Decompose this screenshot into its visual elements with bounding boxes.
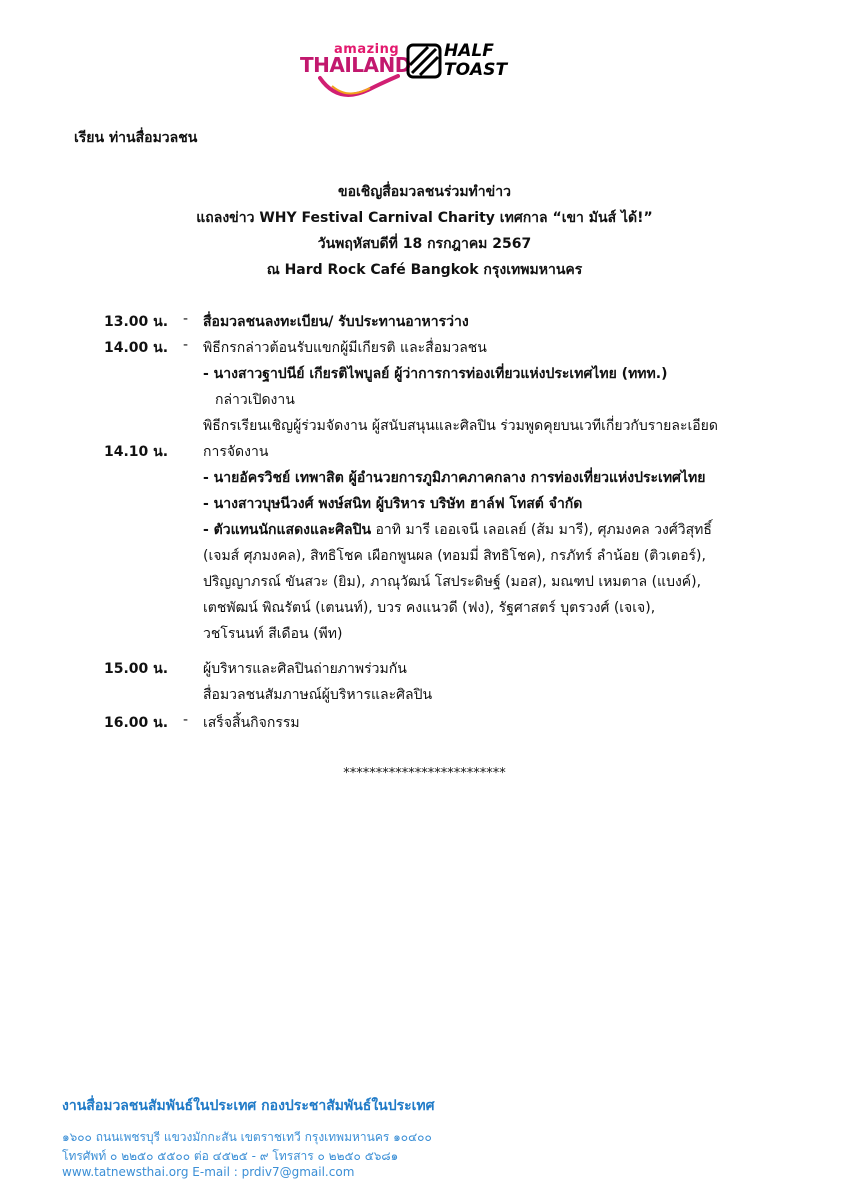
title-line-2: แถลงข่าว WHY Festival Carnival Charity เทศกาล “เขา มันส์ ได้!” — [196, 210, 653, 226]
schedule-text-1500: ผู้บริหารและศิลปินถ่ายภาพร่วมกัน — [203, 661, 407, 677]
title-line-1: ขอเชิญสื่อมวลชนร่วมทำข่าว — [338, 184, 511, 200]
schedule-speaker: - นางสาวฐาปนีย์ เกียรติไพบูลย์ ผู้ว่าการการท่องเที่ยวแห่งประเทศไทย (ททท.) — [203, 366, 668, 382]
schedule-text-1400: พิธีกรกล่าวต้อนรับแขกผู้มีเกียรติ และสื่อมวลชน — [203, 340, 487, 356]
schedule-time-1400: 14.00 น. — [104, 340, 169, 356]
schedule-artists-line-3: ปริญญาภรณ์ ขันสวะ (ยิม), ภาณุวัฒน์ โสประดิษฐ์ (มอส), มณฑป เหมตาล (แบงค์), — [203, 574, 702, 590]
schedule-participant-3-label: - ตัวแทนนักแสดงและศิลปิน — [203, 522, 372, 538]
schedule-artists-line-5: วชโรนนท์ สีเดือน (พีท) — [203, 626, 343, 642]
schedule-participant-3 — [203, 519, 712, 541]
footer-phone: โทรศัพท์ ๐ ๒๒๕๐ ๕๕๐๐ ต่อ ๔๕๒๕ - ๙ โทรสาร ๐ ๒๒๕๐ ๕๖๘๑ — [62, 1149, 399, 1163]
footer-web-email[interactable]: www.tatnewsthai.org E-mail : prdiv7@gmail.com — [62, 1165, 355, 1179]
schedule-text-1500-b: สื่อมวลชนสัมภาษณ์ผู้บริหารและศิลปิน — [203, 687, 433, 703]
schedule-dash: - — [183, 337, 189, 353]
schedule-dash: - — [183, 712, 189, 728]
schedule-time-1300: 13.00 น. — [104, 314, 169, 330]
schedule-time-1600: 16.00 น. — [104, 715, 169, 731]
amazing-thailand-logo-top: amazing — [334, 42, 400, 57]
schedule-participant-2: - นางสาวบุษนีวงศ์ พงษ์สนิท ผู้บริหาร บริษัท ฮาล์ฟ โทสต์ จำกัด — [203, 496, 583, 512]
schedule-speaker-role: กล่าวเปิดงาน — [215, 392, 295, 408]
title-line-3: วันพฤหัสบดีที่ 18 กรกฎาคม 2567 — [317, 236, 532, 252]
schedule-text-1300: สื่อมวลชนลงทะเบียน/ รับประทานอาหารว่าง — [203, 314, 469, 330]
separator-stars: ************************* — [343, 766, 506, 781]
footer-title: งานสื่อมวลชนสัมพันธ์ในประเทศ กองประชาสัมพันธ์ในประเทศ — [62, 1098, 435, 1114]
amazing-thailand-logo: THAILAND — [300, 53, 411, 77]
schedule-dash: - — [183, 311, 189, 327]
schedule-participant-1: - นายอัครวิชย์ เทพาสิต ผู้อำนวยการภูมิภาคภาคกลาง การท่องเที่ยวแห่งประเทศไทย — [203, 470, 706, 486]
salutation: เรียน ท่านสื่อมวลชน — [74, 130, 198, 146]
thailand-swoosh-icon — [318, 74, 400, 102]
half-toast-line1: HALF — [444, 41, 494, 61]
schedule-artists-line-2: (เจมส์ ศุภมงคล), สิทธิโชค เผือกพูนผล (ทอมมี่ สิทธิโชค), กรภัทร์ ลำน้อย (ติวเตอร์), — [203, 548, 706, 564]
schedule-participant-3-rest: อาทิ มารี เออเจนี เลอเลย์ (ส้ม มารี), ศุภมงคล วงศ์วิสุทธิ์ — [371, 522, 712, 538]
half-toast-logo — [444, 42, 507, 80]
title-line-4: ณ Hard Rock Café Bangkok กรุงเทพมหานคร — [266, 262, 583, 278]
schedule-text-1600: เสร็จสิ้นกิจกรรม — [203, 715, 300, 731]
schedule-time-1410: 14.10 น. — [104, 444, 169, 460]
schedule-artists-line-4: เตชพัฒน์ พิณรัตน์ (เตนนท์), บวร คงแนวดี (ฟง), รัฐศาสตร์ บุตรวงศ์ (เจเจ), — [203, 600, 656, 616]
schedule-invite: พิธีกรเรียนเชิญผู้ร่วมจัดงาน ผู้สนับสนุนและศิลปิน ร่วมพูดคุยบนเวทีเกี่ยวกับรายละเอียด — [203, 418, 718, 434]
schedule-time-1500: 15.00 น. — [104, 661, 169, 677]
footer-address: ๑๖๐๐ ถนนเพชรบุรี แขวงมักกะสัน เขตราชเทวี กรุงเทพมหานคร ๑๐๔๐๐ — [62, 1130, 432, 1144]
half-toast-mark-icon — [406, 43, 442, 79]
half-toast-line2: TOAST — [444, 60, 508, 80]
schedule-text-1410: การจัดงาน — [203, 444, 269, 460]
